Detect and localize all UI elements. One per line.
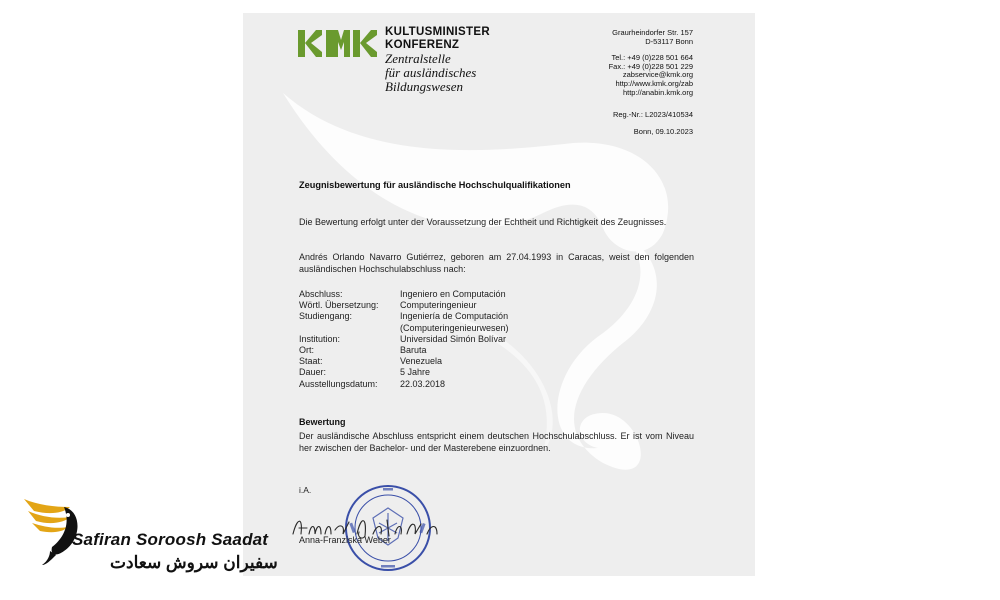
detail-row	[299, 289, 600, 300]
registration-number: Reg.-Nr.: L2023/410534	[612, 110, 693, 119]
degree-details	[299, 289, 600, 390]
org-line4: für ausländisches	[385, 65, 477, 80]
address-web1: http://www.kmk.org/zab	[615, 78, 693, 88]
detail-row	[299, 311, 600, 322]
detail-row	[299, 356, 600, 367]
detail-value: Ingeniero en Computación	[400, 289, 506, 299]
evaluation-heading: Bewertung	[299, 417, 346, 427]
detail-label: Institution:	[299, 333, 341, 344]
detail-label: Dauer:	[299, 367, 327, 378]
detail-value: Baruta	[400, 345, 427, 356]
org-line5: Bildungswesen	[385, 79, 463, 94]
address-web2: http://anabin.kmk.org	[622, 87, 693, 97]
detail-value: Universidad Simón Bolívar	[400, 333, 507, 344]
address-email: zabservice@kmk.org	[622, 70, 693, 80]
brand-name-english: Safiran Soroosh Saadat	[72, 530, 269, 549]
document-date: Bonn, 09.10.2023	[633, 127, 693, 136]
detail-value: (Computeringenieurwesen)	[400, 322, 509, 333]
detail-label: Wörtl. Übersetzung:	[299, 300, 379, 311]
detail-label: Staat:	[299, 356, 323, 367]
detail-row	[299, 367, 600, 378]
address-city: D-53117 Bonn	[645, 36, 693, 46]
detail-label	[299, 323, 400, 334]
detail-value: Ingeniería de Computación	[400, 311, 509, 322]
paragraph-holder: Andrés Orlando Navarro Gutiérrez, geboren am 27.04.1993 in Caracas, weist den folgenden ausländischen Hochschulabschluss nach:	[299, 252, 694, 274]
detail-row	[299, 379, 600, 390]
organization-name	[385, 26, 490, 94]
signer-name: Anna-Franziska Weber	[299, 535, 391, 545]
detail-value: Computeringenieur	[400, 300, 477, 311]
detail-row	[299, 300, 600, 311]
certificate-document	[243, 13, 755, 576]
address-block	[609, 29, 693, 97]
detail-row	[299, 334, 600, 345]
detail-label: Abschluss:	[299, 289, 343, 299]
brand-name-persian: سفیران سروش سعادت	[110, 553, 278, 572]
org-line1: KULTUSMINISTER	[385, 26, 490, 38]
detail-value: 5 Jahre	[400, 367, 431, 378]
detail-row	[299, 323, 600, 334]
detail-label: Ausstellungsdatum:	[299, 378, 378, 389]
detail-row	[299, 345, 600, 356]
address-tel: Tel.: +49 (0)228 501 664	[611, 53, 693, 63]
on-behalf-label: i.A.	[299, 485, 312, 495]
address-fax: Fax.: +49 (0)228 501 229	[608, 61, 693, 71]
evaluation-text: Der ausländische Abschluss entspricht einem deutschen Hochschulabschluss. Er ist vom Niveau her zwischen der Bachelor- und der Masterebene einzuordnen.	[299, 431, 694, 453]
org-line2: KONFERENZ	[385, 39, 460, 51]
document-subject: Zeugnisbewertung für ausländische Hochschulqualifikationen	[299, 180, 571, 190]
detail-value: Venezuela	[400, 356, 443, 367]
address-street: Graurheindorfer Str. 157	[612, 28, 693, 37]
detail-label: Studiengang:	[299, 311, 353, 322]
org-line3: Zentralstelle	[385, 51, 451, 66]
detail-value: 22.03.2018	[400, 378, 446, 389]
kmk-logo-icon	[298, 30, 377, 57]
paragraph-validity: Die Bewertung erfolgt unter der Voraussetzung der Echtheit und Richtigkeit des Zeugnisses.	[299, 217, 667, 227]
detail-label: Ort:	[299, 345, 314, 356]
